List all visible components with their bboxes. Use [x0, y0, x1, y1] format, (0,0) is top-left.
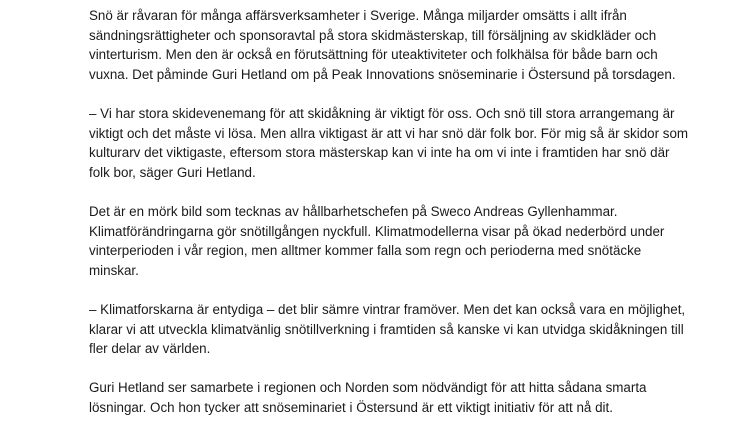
text-line: minskar. — [89, 262, 139, 278]
text-line: – Vi har stora skidevenemang för att skidåkning är viktigt för oss. Och snö till stora arrangemang är — [89, 105, 675, 121]
text-line: folk bor, säger Guri Hetland. — [89, 164, 256, 180]
text-line: kulturarv det viktigaste, eftersom stora mästerskap kan vi inte ha om vi inte i framtiden har snö där — [89, 145, 670, 161]
text-line: vinterturism. Men den är också en förutsättning för uteaktiviteter och folkhälsa för både barn och — [89, 47, 658, 63]
text-line: sändningsrättigheter och sponsoravtal på stora skidmästerskap, till försäljning av skidkläder och — [89, 27, 657, 43]
paragraph-2 — [89, 104, 729, 182]
text-line: – Klimatforskarna är entydiga – det blir sämre vintrar framöver. Men det kan också vara en möjlighet, — [89, 301, 686, 317]
paragraph-3 — [89, 202, 729, 280]
paragraph-1 — [89, 6, 729, 84]
text-line: Snö är råvaran för många affärsverksamheter i Sverige. Många miljarder omsätts i allt ifrån — [89, 8, 627, 23]
text-line: lösningar. Och hon tycker att snöseminariet i Östersund är ett viktigt initiativ för att nå dit. — [89, 399, 613, 415]
text-line: Klimatförändringarna gör snötillgången nyckfull. Klimatmodellerna visar på ökad nederbörd under — [89, 223, 665, 239]
text-line: viktigt och det måste vi lösa. Men allra viktigast är att vi har snö där folk bor. För mig så är skidor som — [89, 125, 689, 141]
text-line: fler delar av världen. — [89, 341, 211, 357]
paragraph-5 — [89, 378, 729, 417]
text-line: vuxna. Det påminde Guri Hetland om på Peak Innovations snöseminarie i Östersund på torsdagen. — [89, 66, 676, 82]
text-line: Det är en mörk bild som tecknas av hållbarhetschefen på Sweco Andreas Gyllenhammar. — [89, 203, 618, 219]
paragraph-4 — [89, 300, 729, 359]
text-line: Guri Hetland ser samarbete i regionen och Norden som nödvändigt för att hitta sådana smarta — [89, 380, 647, 396]
document-body — [89, 6, 729, 437]
text-line: klarar vi att utveckla klimatvänlig snötillverkning i framtiden så kanske vi kan utvidga skidåkningen till — [89, 321, 684, 337]
text-line: vinterperioden i vår region, men alltmer kommer falla som regn och perioderna med snötäcke — [89, 243, 642, 259]
